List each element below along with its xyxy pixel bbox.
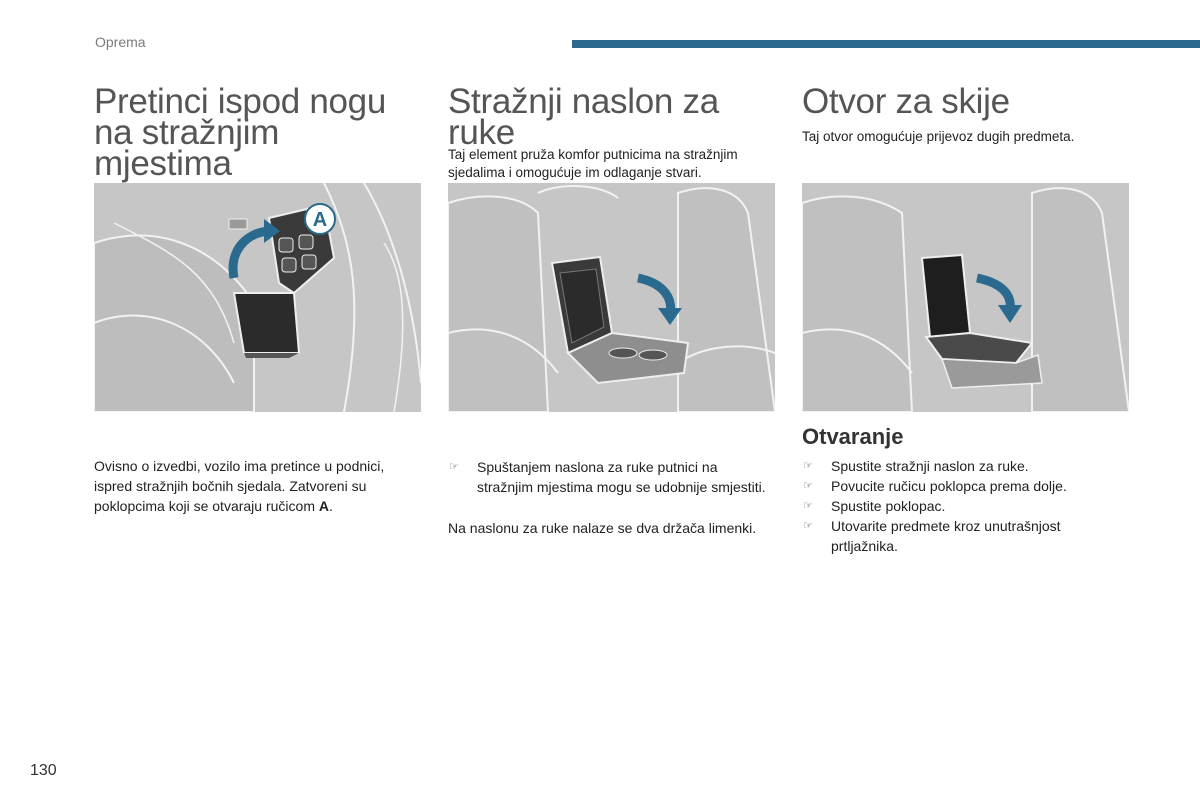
list-item: ☞ Utovarite predmete kroz unutrašnjost prtljažnika. bbox=[803, 518, 1061, 554]
list-item: ☞ Spustite stražnji naslon za ruke. bbox=[803, 458, 1029, 474]
figure-footwell-storage bbox=[94, 183, 421, 412]
header-accent-bar bbox=[572, 40, 1200, 48]
intro-rear-armrest: Taj element pruža komfor putnicima na stražnjim sjedalima i omogućuje im odlaganje stvari. bbox=[448, 147, 738, 180]
figure-rear-armrest bbox=[448, 183, 775, 412]
steps-rear-armrest bbox=[448, 457, 768, 497]
title-ski-hatch: Otvor za skije bbox=[802, 82, 1010, 121]
intro-ski-hatch: Taj otvor omogućuje prijevoz dugih predmeta. bbox=[802, 129, 1075, 144]
pointing-hand-icon: ☞ bbox=[803, 520, 813, 532]
pointing-hand-icon: ☞ bbox=[803, 480, 813, 492]
footwell-description: Ovisno o izvedbi, vozilo ima pretince u podnici, ispred stražnjih bočnih sjedala. Zatvoreni su poklopcima koji se otvaraju ručicom A. bbox=[94, 458, 385, 514]
title-footwell-storage: Pretinci ispod nogu na stražnjim mjestima bbox=[94, 82, 386, 183]
page-number: 130 bbox=[30, 762, 57, 779]
list-item: ☞ Spustite poklopac. bbox=[803, 498, 946, 514]
steps-ski-hatch bbox=[802, 456, 1122, 556]
figure-label-a: A bbox=[312, 209, 328, 231]
subhead-opening: Otvaranje bbox=[802, 424, 904, 449]
title-rear-armrest: Stražnji naslon za ruke bbox=[448, 82, 719, 152]
section-label: Oprema bbox=[95, 34, 146, 50]
cup-holder-note: Na naslonu za ruke nalaze se dva držača limenki. bbox=[448, 520, 757, 536]
list-item: ☞ Povucite ručicu poklopca prema dolje. bbox=[803, 478, 1067, 494]
pointing-hand-icon: ☞ bbox=[803, 500, 813, 512]
list-item: ☞ Spuštanjem naslona za ruke putnici na stražnjim mjestima mogu se udobnije smjestiti. bbox=[449, 459, 766, 495]
pointing-hand-icon: ☞ bbox=[803, 460, 813, 472]
pointing-hand-icon: ☞ bbox=[449, 461, 459, 473]
figure-ski-hatch bbox=[802, 183, 1129, 412]
